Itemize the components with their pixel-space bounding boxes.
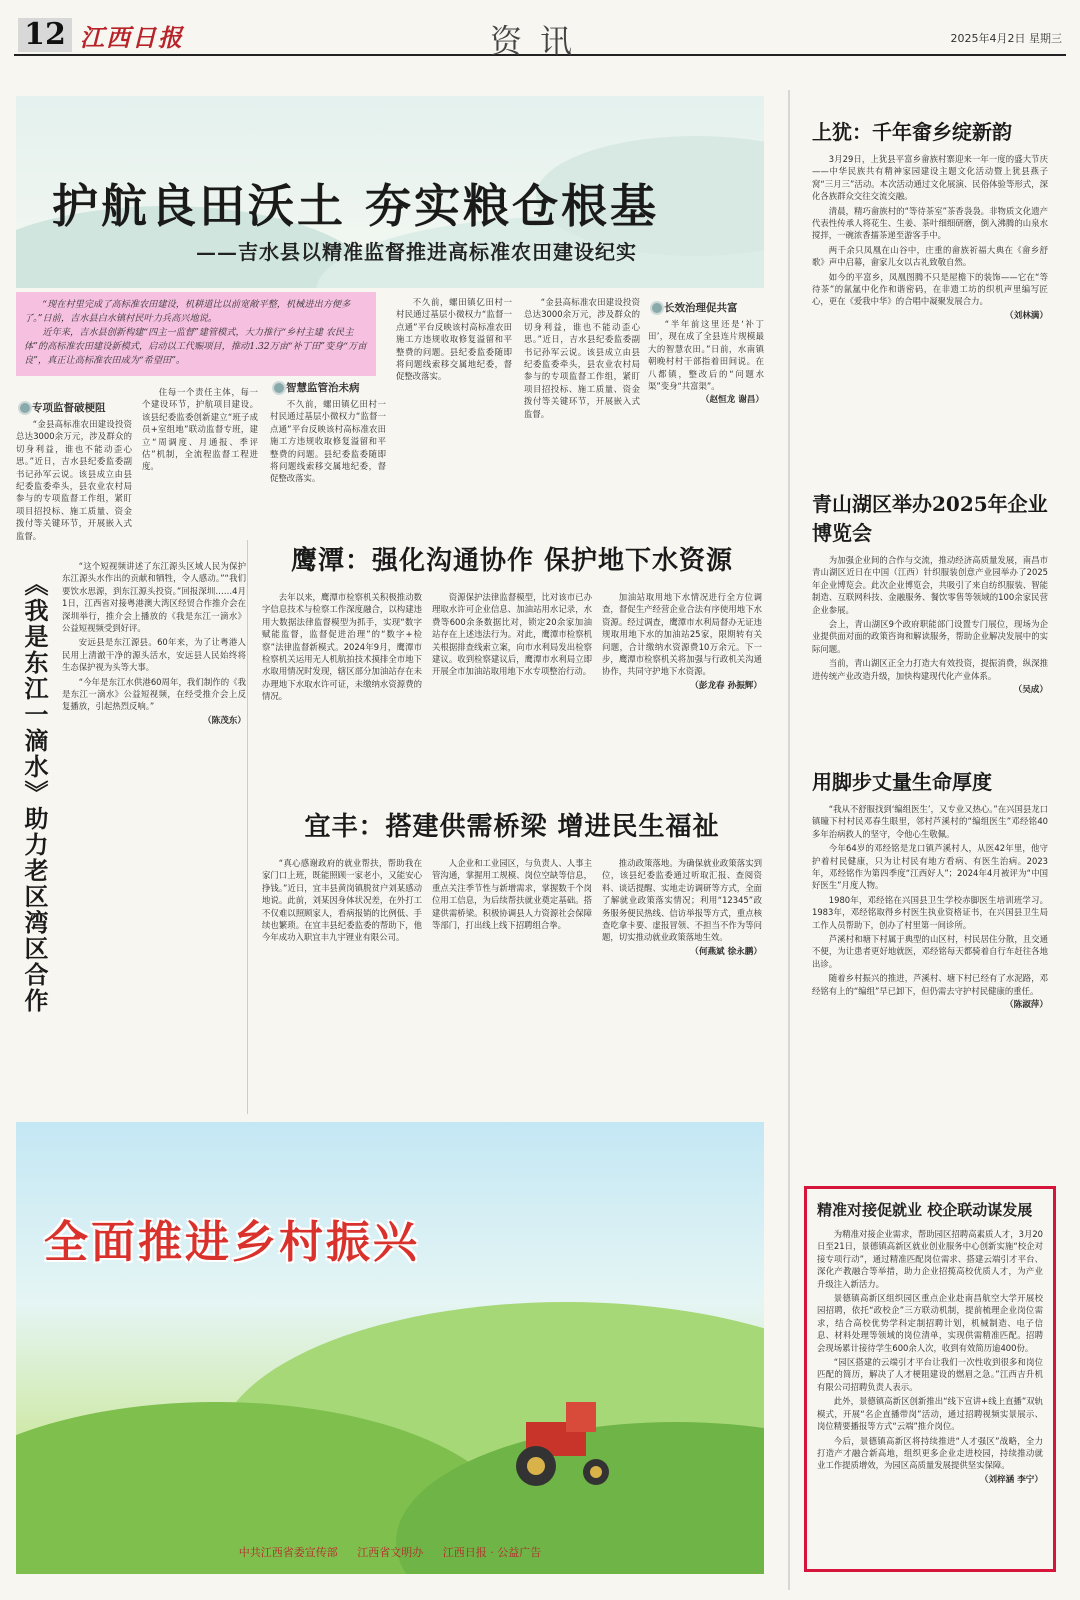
story-paragraph: 两千余只凤凰在山谷中，庄重的畲族祈福大典在《畲乡舒歌》声中启幕，畲家儿女以古礼致敬自然。 (812, 244, 1048, 268)
newspaper-logo: 江西日报 (80, 23, 184, 52)
byline: （陈淑萍） (1005, 1000, 1048, 1011)
story-paragraph: 去年以来，鹰潭市检察机关积极推动数字信息技术与检察工作深度融合，以构建违用大数据法律监督模型为抓手，实现“数字赋能监督，监督促进治理”的“数字+检察”法律监督新模式。2024年9月，鹰潭市检察机关运用无人机航拍技术摸排全市地下水取用情况时发现，辖区部分加油站存在未办理地下水取水许可证，未缴纳水资源费的情况。 (262, 592, 422, 702)
ad-sponsor: 江西省文明办 (357, 1546, 424, 1559)
feature-paragraph: “金县高标准农田建设投资总达3000余万元，涉及群众的切身利益，谁也不能动歪心思。”近日，吉水县纪委监委副书记孙军云说。该县成立由县纪委监委牵头，县农业农村局参与的专项监督工作组，紧盯项目招投标、施工质量、资金拨付等关键环节，开展嵌入式监督。 (524, 297, 640, 419)
byline: （赵恒龙 谢昌） (700, 395, 764, 406)
ad-headline: 全面推进乡村振兴 (44, 1217, 420, 1268)
story-paragraph: 加油站取用地下水情况进行全方位调查，督促生产经营企业合法有序使用地下水资源。经过调查，鹰潭市水利局督办无证违规取用地下水的加油站25家，限期转有关问题，合计缴纳水资源费10万余元。下一步，鹰潭市检察机关将加强与行政机关沟通协作，共同守护地下水资源。 (602, 592, 762, 677)
story-paragraph: 清晨，精巧畲族村的“等待茶室”茶香袅袅。非物质文化遗产代表性传承人将花生、生姜、茶叶细细研磨，倒入沸腾的山泉水搅拌，一碗浓香擂茶递至游客手中。 (812, 205, 1048, 241)
story-headline: 宜丰：搭建供需桥梁 增进民生福祉 (304, 812, 720, 842)
story-headline: 精准对接促就业 校企联动谋发展 (817, 1201, 1033, 1219)
story-paragraph: 景德镇高新区组织园区重点企业赴南昌航空大学开展校园招聘，依托“政校企”三方联动机制，提前梳理企业岗位需求，结合高校优势学科定制招聘计划，机械制造、电子信息、材料处理等领域的岗位清单，实现供需精准匹配。招聘会现场累计接待学生600余人次，收到有效简历逾400份。 (817, 1293, 1043, 1353)
feature-column (16, 396, 132, 544)
feature-column (396, 296, 512, 385)
masthead (14, 12, 1066, 60)
story-paragraph: 资源保护法律监督模型，比对该市已办理取水许可企业信息、加油站用水记录，水费等600余条数据比对，锁定20余家加油站存在上述违法行为。对此，鹰潭市检察机关根据排查线索立案，向市水利局发出检察建议。收到检察建议后，鹰潭市水利局立即开展全市加油站取用地下水专项整治行动。 (432, 592, 592, 677)
feature-subheadline: ——吉水县以精准监督推进高标准农田建设纪实 (196, 240, 637, 264)
story-paragraph: “这个短视频讲述了东江源头区域人民为保护东江源头水作出的贡献和牺牲，令人感动。”“我们要饮水思源，到东江源头投资。”回报深圳……4月1日，江西省对接粤港澳大湾区经贸合作推介会在深圳举行，推介会上播放的《我是东江一滴水》公益短视频受到好评。 (62, 561, 246, 634)
feature-lead-highlight (16, 292, 376, 376)
story-headline-vertical: 《我是东江一滴水》助力老区湾区合作 (20, 572, 49, 1014)
byline: （吴成） (1013, 685, 1048, 696)
story-paragraph: “今年是东江水供港60周年，我们制作的《我是东江一滴水》公益短视频，在经受推介会上反复播放，引起热烈反响。” (62, 676, 246, 712)
lead-paragraph: 近年来，吉水县创新构建“四主一监督”建管模式，大力推行“乡村主建 农民主体”的高标准农田建设新模式，启动以工代赈项目，推动1.32万亩“补丁田”变身“万亩良”，真正让高标准农田成为“希望田”。 (24, 327, 367, 366)
page-number: 12 (18, 18, 72, 52)
feature-column (524, 296, 640, 422)
story-paragraph: 如今的平富乡，凤凰图腾不只是屋檐下的装饰——它在“等待茶”的氤氲中化作和谐密码，在非遗工坊的织机声里编写匠心，更在《爱我中华》的合唱中凝聚发展合力。 (812, 271, 1048, 307)
story-paragraph: 推动政策落地。为确保就业政策落实到位，该县纪委监委通过听取汇报、查阅资料、谈话提醒、实地走访调研等方式，全面了解就业政策落实情况；利用“12345”政务服务便民热线、信访举报等方式，重点核查吃拿卡要、虚报冒领、不担当不作为等问题，切实推动就业政策落地生效。 (602, 858, 762, 943)
story-paragraph: “园区搭建的云端引才平台让我们一次性收到很多和岗位匹配的简历，解决了人才梗阻建设的燃眉之急。”江西吉升机有限公司招聘负责人表示。 (817, 1357, 1043, 1392)
ad-sponsor: 江西日报 · 公益广告 (442, 1546, 542, 1559)
story-paragraph: 今年64岁的邓经铭是龙口镇芦溪村人，从医42年里，他守护着村民健康，只为让村民有地方看病、有医生治病。2023年，邓经铭作为第四季度“江西好人”；2024年4月被评为“中国好医生”月度人物。 (812, 843, 1048, 891)
feature-paragraph: 不久前，螺田镇亿田村一村民通过基层小微权力“监督一点通”平台反映该村高标准农田施工方违规收取修复溢留和平整费的问题。县纪委监委随即将问题线索移交属地纪委，督促整改落实。 (270, 399, 386, 484)
lead-paragraph: “现在村里完成了高标准农田建设，机耕道比以前宽敞平整，机械进出方便多了。”日前，吉水县白水镇村民叶力兵高兴地说。 (24, 299, 351, 324)
feature-paragraph: 住每一个责任主体，每一个建设环节，护航项目建设。该县纪委监委创新建立“班子成员+室组地”联动监督专班，建立“周调度、月通报、季评估”机制，全流程监督工程进度。 (142, 387, 258, 472)
story-paragraph: 随着乡村振兴的推进，芦溪村、塘下村已经有了水泥路，邓经铭有上的“编组”早已卸下，但仍需去守护村民健康的重任。 (812, 973, 1048, 996)
story-paragraph: 会上，青山湖区9个政府职能部门设置专门展位，现场为企业提供面对面的政策咨询和解读服务，帮助企业解决发展中的实际问题。 (812, 619, 1048, 654)
story-paragraph: 此外，景德镇高新区创新推出“线下宣讲+线上直播”双轨模式，开展“名企直播带岗”活动，通过招聘视频实景展示、岗位精要播报等方式“云端”推介岗位。 (817, 1396, 1043, 1432)
byline: （彭龙春 孙振辉） (690, 680, 762, 691)
story-headline: 鹰潭：强化沟通协作 保护地下水资源 (290, 546, 734, 576)
story-headline: 上犹：千年畲乡绽新韵 (812, 120, 1012, 144)
feature-column (142, 386, 258, 475)
story-paragraph: 为加强企业间的合作与交流，推动经济高质量发展，南昌市青山湖区近日在中国（江西）针织服装创意产业园举办了2025年企业博览会。此次企业博览会，共吸引了来自纺织服装、智能制造、互联网科技、金融服务、餐饮零售等领域的100余家民营企业参展。 (812, 555, 1048, 615)
feature-column (270, 376, 386, 487)
story-paragraph: 为精准对接企业需求，帮助园区招聘高素质人才，3月20日至21日，景德镇高新区就业创业服务中心创新实施“校企对接专项行动”，通过精准匹配岗位需求、搭建云端引才平台、深化产教融合等举措，助力企业招揽高校优质人才，为产业升级注入新活力。 (817, 1229, 1043, 1289)
story-paragraph: 人企业和工业园区，与负责人、人事主管沟通，掌握用工规模、岗位空缺等信息，重点关注季节性与新增需求，掌握数千个岗位用工信息，为后续帮扶就业奠定基础。搭建供需桥梁。积极协调县人力资源社会保障等部门，打出线上线下招聘组合拳。 (432, 858, 592, 931)
story-doctor (812, 766, 1048, 1012)
feature-banner (16, 96, 764, 288)
feature-paragraph: “金县高标准农田建设投资总达3000余万元，涉及群众的切身利益，谁也不能动歪心思。”近日，吉水县纪委监委副书记孙军云说。该县成立由县纪委监委牵头，县农业农村局参与的专项监督工作组，紧盯项目招投标、施工质量、资金拨付等关键环节，开展嵌入式监督。 (16, 419, 132, 541)
story-headline: 用脚步丈量生命厚度 (812, 770, 992, 794)
highlight-story-box (804, 1186, 1056, 1572)
public-service-ad (16, 1122, 764, 1574)
section-heading: 智慧监管治未病 (270, 380, 386, 395)
ad-footer (16, 1544, 764, 1560)
story-qingshanhu (812, 488, 1048, 696)
story-paragraph: 安远县是东江源县。60年来，为了让粤港人民用上清澈干净的源头活水，安远县人民始终将生态保护视为头等大事。 (62, 637, 246, 673)
story-headline: 青山湖区举办2025年企业博览会 (812, 492, 1048, 545)
ad-sponsor: 中共江西省委宣传部 (238, 1546, 338, 1559)
feature-headline: 护航良田沃土 夯实粮仓根基 (52, 179, 660, 233)
byline: （陈茂东） (203, 715, 246, 726)
story-paragraph: 芦溪村和塘下村属于典型的山区村，村民居住分散，且交通不便，为让患者更好地就医，邓经铭每天都骑着自行车赶往各地出诊。 (812, 934, 1048, 969)
story-paragraph: 当前，青山湖区正全力打造大有效投资，提振消费，纵深推进传统产业改造升级，加快构建现代化产业体系。 (812, 658, 1048, 681)
byline: （刘梓涵 李宁） (979, 1474, 1043, 1485)
section-title: 资讯 (489, 22, 590, 60)
feature-paragraph: “半年前这里还是‘补丁田’，现在成了全县连片规模最大的智慧农田。”日前，水南镇朝晚村村干部指着田间说。在八都镇，整改后的“问题水渠”变身“共富渠”。 (648, 319, 764, 392)
story-paragraph: 3月29日，上犹县平富乡畲族村寨迎来一年一度的盛大节庆——中华民族共有精神家园建设主题文化活动暨上犹县燕子窝“三月三”活动。本次活动通过文化展演、民俗体验等形式，深化各族群众交往交流交融。 (812, 154, 1048, 202)
story-yingtan (262, 540, 762, 705)
section-heading: 长效治理促共富 (648, 300, 764, 315)
column-divider (788, 90, 790, 1590)
story-paragraph: 1980年，邓经铭在兴国县卫生学校赤脚医生培训班学习。1983年，邓经铭取得乡村医生执业资格证书，在兴国县卫生局工作人员帮助下，创办了村里第一间诊所。 (812, 894, 1048, 930)
byline: （何燕斌 徐永鹏） (690, 946, 762, 957)
feature-column (648, 296, 764, 407)
story-paragraph: “真心感谢政府的就业帮扶，帮助我在家门口上班，既能照顾一家老小，又能安心挣钱。”近日，宜丰县黄岗镇脱贫户刘某感动地说。此前，刘某因身体状况差，在外打工不仅难以照顾家人，看病报销的比例低、手续也繁琐。在宜丰县纪委监委的帮助下，他今年成功入职宜丰九宇锂业有限公司。 (262, 858, 422, 943)
tractor-illustration (496, 1392, 636, 1492)
story-dongjiang (16, 540, 248, 1114)
byline: （刘林满） (1005, 310, 1048, 321)
feature-paragraph: 不久前，螺田镇亿田村一村民通过基层小微权力“监督一点通”平台反映该村高标准农田施工方违规收取修复溢留和平整费的问题。县纪委监委随即将问题线索移交属地纪委，督促整改落实。 (396, 297, 512, 382)
story-paragraph: 今后，景德镇高新区将持续推进“人才强区”战略，全力打造产才融合新高地，组织更多企业走进校园，持续推动就业工作提质增效，为园区高质量发展提供坚实保障。 (817, 1435, 1043, 1471)
story-paragraph: “我从不舒服找到‘编组医生’，又专业又热心。”在兴国县龙口镇瞳下村村民邓春生眼里，邻村芦溪村的“编组医生”邓经铭40多年治病救人的坚守，令他心生敬佩。 (812, 804, 1048, 839)
story-shangyou (812, 116, 1048, 322)
feature-story (16, 96, 764, 541)
issue-date: 2025年4月2日 星期三 (950, 32, 1062, 45)
section-heading: 专项监督破梗阻 (16, 400, 132, 415)
story-yifeng (262, 806, 762, 958)
